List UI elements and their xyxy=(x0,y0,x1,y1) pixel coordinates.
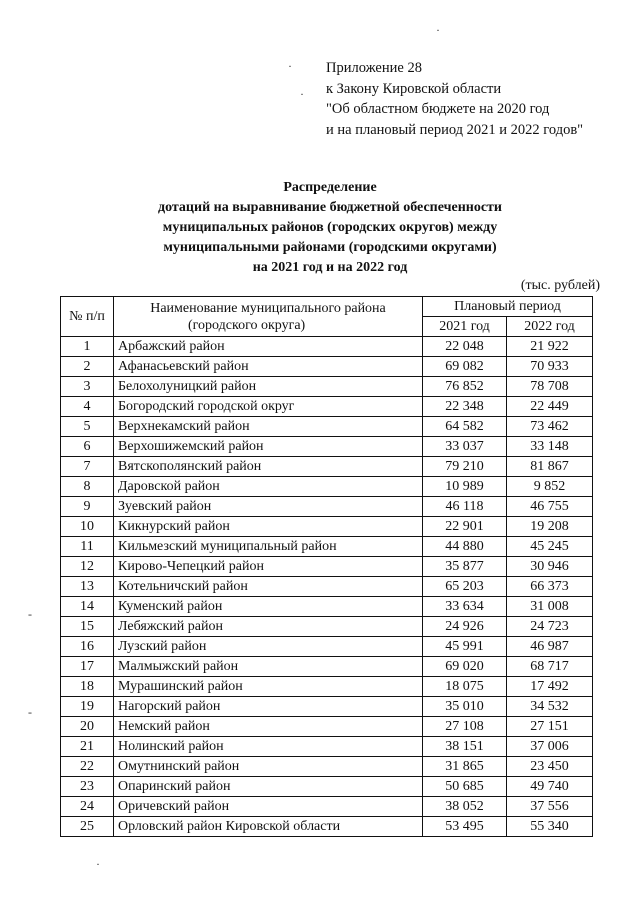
value-2021: 18 075 xyxy=(423,677,507,697)
value-2022: 30 946 xyxy=(507,557,593,577)
scan-mark: · xyxy=(96,857,100,871)
value-2021: 65 203 xyxy=(423,577,507,597)
value-2022: 46 755 xyxy=(507,497,593,517)
table-row xyxy=(61,477,593,497)
municipality-name: Опаринский район xyxy=(114,777,423,797)
value-2022: 21 922 xyxy=(507,337,593,357)
value-2022: 33 148 xyxy=(507,437,593,457)
row-number: 4 xyxy=(61,397,114,417)
table-row xyxy=(61,577,593,597)
municipality-name: Вятскополянский район xyxy=(114,457,423,477)
value-2022: 22 449 xyxy=(507,397,593,417)
municipality-name: Кикнурский район xyxy=(114,517,423,537)
municipality-name: Лузский район xyxy=(114,637,423,657)
title-line: муниципальных районов (городских округов) между xyxy=(162,220,498,235)
row-number: 17 xyxy=(61,657,114,677)
table-row xyxy=(61,437,593,457)
municipality-name: Кирово-Чепецкий район xyxy=(114,557,423,577)
scan-mark: · xyxy=(300,87,304,101)
title-line: Распределение xyxy=(283,180,377,195)
table-row xyxy=(61,677,593,697)
value-2022: 9 852 xyxy=(507,477,593,497)
subsidy-table xyxy=(60,296,593,837)
value-2021: 10 989 xyxy=(423,477,507,497)
municipality-name: Куменский район xyxy=(114,597,423,617)
row-number: 7 xyxy=(61,457,114,477)
table-row xyxy=(61,717,593,737)
scan-mark: · xyxy=(436,23,440,37)
row-number: 18 xyxy=(61,677,114,697)
value-2021: 69 082 xyxy=(423,357,507,377)
appendix-line: к Закону Кировской области xyxy=(326,80,502,97)
value-2022: 55 340 xyxy=(507,817,593,837)
municipality-name: Малмыжский район xyxy=(114,657,423,677)
table-row xyxy=(61,557,593,577)
table-row xyxy=(61,337,593,357)
value-2021: 27 108 xyxy=(423,717,507,737)
row-number: 2 xyxy=(61,357,114,377)
value-2022: 34 532 xyxy=(507,697,593,717)
table-row xyxy=(61,737,593,757)
row-number: 23 xyxy=(61,777,114,797)
municipality-name: Кильмезский муниципальный район xyxy=(114,537,423,557)
municipality-name: Верхошижемский район xyxy=(114,437,423,457)
table-row xyxy=(61,697,593,717)
table-row xyxy=(61,657,593,677)
table-body xyxy=(61,337,593,837)
row-number: 6 xyxy=(61,437,114,457)
row-number: 16 xyxy=(61,637,114,657)
value-2021: 35 877 xyxy=(423,557,507,577)
value-2022: 27 151 xyxy=(507,717,593,737)
table-row xyxy=(61,777,593,797)
municipality-name: Белохолуницкий район xyxy=(114,377,423,397)
row-number: 3 xyxy=(61,377,114,397)
value-2022: 78 708 xyxy=(507,377,593,397)
value-2021: 44 880 xyxy=(423,537,507,557)
value-2022: 73 462 xyxy=(507,417,593,437)
value-2022: 19 208 xyxy=(507,517,593,537)
header-num: № п/п xyxy=(61,297,114,337)
municipality-name: Нолинский район xyxy=(114,737,423,757)
value-2021: 22 048 xyxy=(423,337,507,357)
municipality-name: Лебяжский район xyxy=(114,617,423,637)
table-row xyxy=(61,797,593,817)
value-2022: 49 740 xyxy=(507,777,593,797)
municipality-name: Мурашинский район xyxy=(114,677,423,697)
row-number: 21 xyxy=(61,737,114,757)
value-2022: 17 492 xyxy=(507,677,593,697)
table-row xyxy=(61,757,593,777)
row-number: 15 xyxy=(61,617,114,637)
scan-mark: · xyxy=(288,59,292,73)
row-number: 10 xyxy=(61,517,114,537)
value-2022: 45 245 xyxy=(507,537,593,557)
table-row xyxy=(61,397,593,417)
row-number: 14 xyxy=(61,597,114,617)
value-2021: 22 348 xyxy=(423,397,507,417)
appendix-line: и на плановый период 2021 и 2022 годов" xyxy=(326,121,584,138)
value-2022: 37 556 xyxy=(507,797,593,817)
header-name xyxy=(114,297,423,337)
table-row xyxy=(61,357,593,377)
title-line: дотаций на выравнивание бюджетной обеспеченности xyxy=(157,200,502,215)
header-name-line2: (городского округа) xyxy=(188,317,306,333)
value-2021: 33 037 xyxy=(423,437,507,457)
table-row xyxy=(61,637,593,657)
row-number: 8 xyxy=(61,477,114,497)
municipality-name: Омутнинский район xyxy=(114,757,423,777)
municipality-name: Нагорский район xyxy=(114,697,423,717)
row-number: 24 xyxy=(61,797,114,817)
table-row xyxy=(61,817,593,837)
municipality-name: Даровской район xyxy=(114,477,423,497)
municipality-name: Оричевский район xyxy=(114,797,423,817)
table-row xyxy=(61,617,593,637)
value-2021: 31 865 xyxy=(423,757,507,777)
value-2022: 46 987 xyxy=(507,637,593,657)
table-row xyxy=(61,377,593,397)
table-row xyxy=(61,417,593,437)
municipality-name: Орловский район Кировской области xyxy=(114,817,423,837)
header-year-2021: 2021 год xyxy=(423,317,507,337)
value-2021: 46 118 xyxy=(423,497,507,517)
scan-mark: - xyxy=(28,705,32,719)
value-2021: 76 852 xyxy=(423,377,507,397)
row-number: 11 xyxy=(61,537,114,557)
document-title xyxy=(120,178,540,278)
scan-mark: - xyxy=(28,607,32,621)
row-number: 9 xyxy=(61,497,114,517)
appendix-line: "Об областном бюджете на 2020 год xyxy=(326,101,550,117)
municipality-name: Верхнекамский район xyxy=(114,417,423,437)
row-number: 19 xyxy=(61,697,114,717)
title-line: муниципальными районами (городскими округами) xyxy=(163,240,497,255)
value-2021: 64 582 xyxy=(423,417,507,437)
municipality-name: Богородский городской округ xyxy=(114,397,423,417)
value-2021: 45 991 xyxy=(423,637,507,657)
municipality-name: Арбажский район xyxy=(114,337,423,357)
municipality-name: Котельничский район xyxy=(114,577,423,597)
table-row xyxy=(61,597,593,617)
row-number: 25 xyxy=(61,817,114,837)
row-number: 20 xyxy=(61,717,114,737)
municipality-name: Афанасьевский район xyxy=(114,357,423,377)
value-2022: 23 450 xyxy=(507,757,593,777)
row-number: 22 xyxy=(61,757,114,777)
table-row xyxy=(61,497,593,517)
value-2022: 31 008 xyxy=(507,597,593,617)
row-number: 1 xyxy=(61,337,114,357)
value-2021: 38 052 xyxy=(423,797,507,817)
appendix-line: Приложение 28 xyxy=(326,60,422,76)
row-number: 5 xyxy=(61,417,114,437)
table-row xyxy=(61,537,593,557)
header-year-2022: 2022 год xyxy=(507,317,593,337)
value-2021: 35 010 xyxy=(423,697,507,717)
title-line: на 2021 год и на 2022 год xyxy=(252,260,408,275)
value-2021: 38 151 xyxy=(423,737,507,757)
table-row xyxy=(61,457,593,477)
appendix-header xyxy=(326,58,583,140)
value-2022: 24 723 xyxy=(507,617,593,637)
units-label: (тыс. рублей) xyxy=(520,278,600,293)
row-number: 13 xyxy=(61,577,114,597)
header-name-line1: Наименование муниципального района xyxy=(150,300,386,316)
value-2022: 81 867 xyxy=(507,457,593,477)
value-2021: 22 901 xyxy=(423,517,507,537)
municipality-name: Зуевский район xyxy=(114,497,423,517)
value-2022: 66 373 xyxy=(507,577,593,597)
value-2022: 70 933 xyxy=(507,357,593,377)
table-row xyxy=(61,517,593,537)
value-2022: 68 717 xyxy=(507,657,593,677)
value-2021: 69 020 xyxy=(423,657,507,677)
value-2022: 37 006 xyxy=(507,737,593,757)
value-2021: 79 210 xyxy=(423,457,507,477)
municipality-name: Немский район xyxy=(114,717,423,737)
value-2021: 24 926 xyxy=(423,617,507,637)
row-number: 12 xyxy=(61,557,114,577)
value-2021: 33 634 xyxy=(423,597,507,617)
value-2021: 50 685 xyxy=(423,777,507,797)
value-2021: 53 495 xyxy=(423,817,507,837)
header-period: Плановый период xyxy=(423,297,593,317)
